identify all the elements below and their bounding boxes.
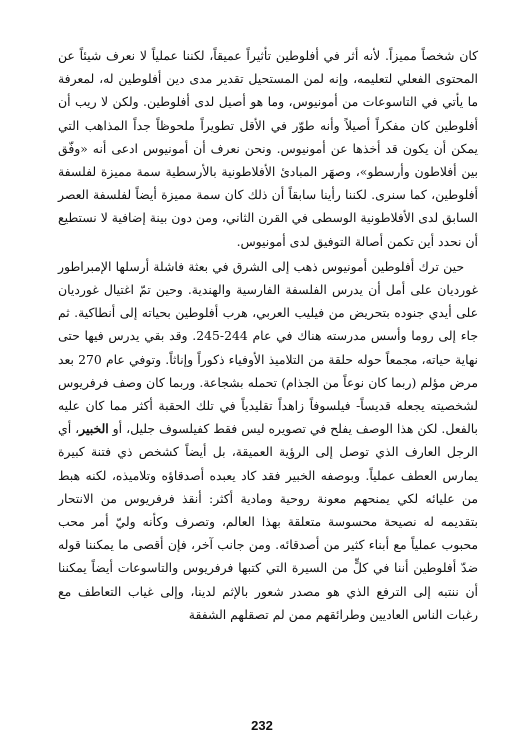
paragraph-2-text-after: ، أي الرجل العارف الذي توصل إلى الرؤية العميقة، بل أيضاً كشخص ذي فتنة كبيرة يمارس العطف عملياً. وبوصفه الخبير فقد كاد يعبده أصدقاؤه وتلاميذه، لكنه هبط من عليائه لكي يمنحهم معونة روحية ومادية أكثر: أنقذ فرفريوس من الانتحار بتقديمه له نصيحة محسوسة متعلقة بهذا العالم، وتصرف وكأنه وليّ أمر محب محبوب عملياً مع أبناء كثير من أصدقائه. ومن جانب آخر، فإن أقصى ما يمكننا قوله ضدّ أفلوطين أننا في كلٍّ من السيرة التي كتبها فرفريوس والتاسوعات أيضاً يمكننا أن ننتبه إلى الترفع الذي هو مصدر شعور بالإثم لدينا، وإلى غياب التعاطف مع رغبات الناس العاديين وطرائقهم ممن لم تصقلهم الشفقة [58,421,478,622]
page-number: 232 [251,718,273,733]
paragraph-2 [58,255,478,626]
paragraph-1: كان شخصاً مميزاً. لأنه أثر في أفلوطين تأثيراً عميقاً، لكننا عملياً لا نعرف شيئاً عن المحتوى الفعلي لتعليمه، وإنه لمن المستحيل تقدير مدى دين أفلوطين له، لمعرفة ما يأتي في التاسوعات من أمونيوس، وما هو أصيل لدى أفلوطين. ولكن لا ريب أن أفلوطين كان مفكراً أصيلاً وأنه طوّر في الأقل تطويراً ملحوظاً جداً المذاهب التي يمكن أن يكون قد أخذها عن أمونيوس. ونحن نعرف أن أمونيوس ادعى أنه «وفّق بين أفلاطون وأرسطو»، وصهَر المبادئ الأفلاطونية بالأرسطية سمة مميزة لفلسفة أفلوطين، كما سنرى. لكننا رأينا سابقاً أن ذلك كان سمة مميزة أيضاً لفلسفة العصر السابق لدى الأفلاطونية الوسطى في القرن الثاني، ومن دون بينة إضافية لا نستطيع أن نحدد أين تكمن أصالة التوفيق لدى أمونيوس. [58,48,478,249]
document-page [58,44,478,626]
paragraph-2-text-before: حين ترك أفلوطين أمونيوس ذهب إلى الشرق في بعثة فاشلة أرسلها الإمبراطور غورديان على أمل أن يدرس الفلسفة الفارسية والهندية. وحين تمّ اغتيال غورديان على أيدي جنوده بتحريض من فيليب العربي، هرب أفلوطين بحياته إلى أنطاكية. ثم جاء إلى روما وأسس مدرسته هناك في عام 244-245. وقد بقي يدرس فيها حتى نهاية حياته، مجمعاً حوله حلقة من التلاميذ الأوفياء ذكوراً وإناثاً. وتوفي عام 270 بعد مرض مؤلم (ربما كان نوعاً من الجذام) تحمله بشجاعة. وربما كان وصف فرفريوس لشخصيته يجعله قديساً- فيلسوفاً زاهداً تقليدياً في تلك الحقبة أكثر مما كان عليه بالفعل. لكن هذا الوصف يفلح في تصويره ليس فقط كفيلسوف جليل، أو [58,258,479,437]
emphasized-term: الخبير [79,421,109,437]
